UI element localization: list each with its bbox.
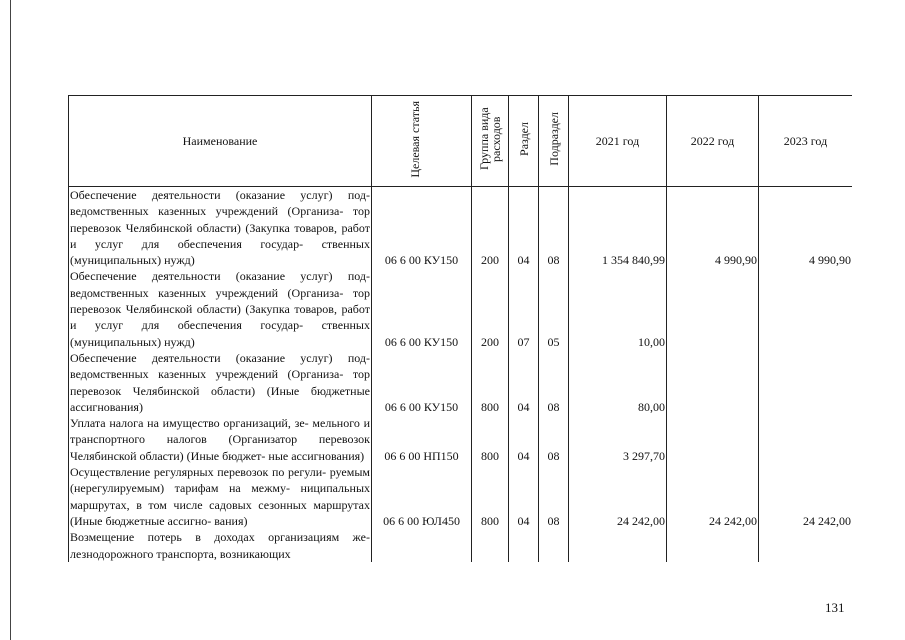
row-name-line: тор перевозок Челябинской области) (Закупка bbox=[70, 285, 371, 317]
row-name-line: Обеспечение деятельности (оказание услуг) под- bbox=[70, 188, 370, 202]
row-group: 200 bbox=[472, 187, 509, 269]
row-name-cell bbox=[69, 268, 372, 349]
row-name-line: ственных (муниципальных) нужд) bbox=[70, 318, 370, 349]
row-value-2021: 24 242,00 bbox=[569, 464, 667, 529]
row-section: 04 bbox=[509, 415, 539, 464]
row-name-cell bbox=[69, 415, 372, 464]
budget-table-wrapper bbox=[68, 95, 852, 592]
row-value-2022 bbox=[667, 415, 759, 464]
header-subsection-text: Подраздел bbox=[546, 112, 561, 166]
row-value-2023: 4 990,90 bbox=[759, 187, 853, 269]
row-name-line: лезнодорожного транспорта, возникающих bbox=[70, 546, 291, 561]
row-target-code: 06 6 00 ЮЛ450 bbox=[372, 464, 472, 529]
row-name-cell bbox=[69, 529, 372, 562]
scan-edge-line bbox=[10, 0, 11, 640]
row-name-line: Обеспечение деятельности (оказание услуг) под- bbox=[70, 350, 370, 365]
row-value-2023 bbox=[759, 268, 853, 349]
row-section bbox=[509, 529, 539, 562]
row-name-line: ные ассигнования) bbox=[268, 448, 365, 463]
row-target-code bbox=[372, 529, 472, 562]
table-body bbox=[69, 187, 853, 562]
row-subsection: 08 bbox=[539, 464, 569, 529]
row-value-2023 bbox=[759, 415, 853, 464]
table-row bbox=[69, 268, 853, 349]
row-section: 04 bbox=[509, 464, 539, 529]
row-name-line: Обеспечение деятельности (оказание услуг) под- bbox=[70, 269, 370, 284]
table-row bbox=[69, 187, 853, 269]
row-name-line: товаров, работ и услуг для обеспечения государ- bbox=[70, 220, 370, 251]
row-name-line: руемым (нерегулируемым) тарифам на межму- bbox=[70, 465, 370, 496]
row-value-2022 bbox=[667, 529, 759, 562]
header-target-text: Целевая статья bbox=[407, 100, 422, 178]
row-name-line: ведомственных казенных учреждений (Организа- bbox=[70, 285, 344, 300]
row-value-2021: 80,00 bbox=[569, 350, 667, 415]
header-2021 bbox=[569, 96, 667, 187]
header-section-text: Раздел bbox=[516, 122, 531, 156]
row-value-2021 bbox=[569, 529, 667, 562]
header-group-text: Группа вида расходов bbox=[477, 107, 503, 171]
budget-table bbox=[68, 95, 852, 562]
row-name-line: тор перевозок Челябинской области) (Иные bbox=[70, 367, 371, 398]
row-subsection: 08 bbox=[539, 187, 569, 269]
row-target-code: 06 6 00 НП150 bbox=[372, 415, 472, 464]
row-name-line: Уплата налога на имущество организаций, зе- bbox=[70, 416, 309, 431]
row-value-2021: 1 354 840,99 bbox=[569, 187, 667, 269]
row-value-2021: 3 297,70 bbox=[569, 415, 667, 464]
row-name-line: Возмещение потерь в доходах организациям же- bbox=[70, 530, 370, 545]
row-value-2022 bbox=[667, 268, 759, 349]
header-name bbox=[69, 96, 372, 187]
row-value-2022: 24 242,00 bbox=[667, 464, 759, 529]
header-2023 bbox=[759, 96, 853, 187]
row-name-cell bbox=[69, 464, 372, 529]
row-value-2023: 24 242,00 bbox=[759, 464, 853, 529]
row-name-line: вания) bbox=[214, 513, 248, 528]
header-group bbox=[472, 96, 509, 187]
row-value-2022 bbox=[667, 350, 759, 415]
row-target-code: 06 6 00 КУ150 bbox=[372, 350, 472, 415]
row-section: 07 bbox=[509, 268, 539, 349]
row-target-code: 06 6 00 КУ150 bbox=[372, 268, 472, 349]
row-value-2021: 10,00 bbox=[569, 268, 667, 349]
header-target bbox=[372, 96, 472, 187]
row-name-line: мельного и транспортного налогов (Организатор bbox=[70, 416, 370, 447]
row-name-line: ниципальных маршрутах, в том числе садовых bbox=[70, 481, 371, 512]
table-row bbox=[69, 415, 853, 464]
row-group: 800 bbox=[472, 350, 509, 415]
row-group: 800 bbox=[472, 464, 509, 529]
row-value-2023 bbox=[759, 350, 853, 415]
row-name-line: сезонных маршрутах (Иные бюджетные ассигно- bbox=[70, 497, 370, 528]
row-name-line: товаров, работ и услуг для обеспечения государ- bbox=[70, 302, 370, 333]
page-number: 131 bbox=[825, 600, 845, 615]
row-group bbox=[472, 529, 509, 562]
row-subsection bbox=[539, 529, 569, 562]
row-value-2022: 4 990,90 bbox=[667, 187, 759, 269]
header-2022 bbox=[667, 96, 759, 187]
row-value-2023 bbox=[759, 529, 853, 562]
table-row bbox=[69, 529, 853, 562]
header-subsection bbox=[539, 96, 569, 187]
header-2022-text: 2022 год bbox=[690, 133, 735, 148]
row-name-line: тор перевозок Челябинской области) (Закупка bbox=[70, 204, 371, 235]
row-name-line: ведомственных казенных учреждений (Организа- bbox=[70, 204, 344, 219]
header-2023-text: 2023 год bbox=[783, 133, 828, 148]
row-name-cell bbox=[69, 350, 372, 415]
row-name-line: ственных (муниципальных) нужд) bbox=[70, 236, 370, 268]
header-section bbox=[509, 96, 539, 187]
row-name-line: бюджетные ассигнования) bbox=[70, 383, 370, 414]
row-subsection: 05 bbox=[539, 268, 569, 349]
row-name-line: перевозок Челябинской области) (Иные бюджет- bbox=[70, 432, 371, 463]
header-2021-text: 2021 год bbox=[595, 133, 640, 148]
row-group: 800 bbox=[472, 415, 509, 464]
row-subsection: 08 bbox=[539, 350, 569, 415]
table-row bbox=[69, 464, 853, 529]
row-name-cell bbox=[69, 187, 372, 269]
row-name-line: ведомственных казенных учреждений (Организа- bbox=[70, 367, 344, 382]
row-target-code: 06 6 00 КУ150 bbox=[372, 187, 472, 269]
row-subsection: 08 bbox=[539, 415, 569, 464]
table-row bbox=[69, 350, 853, 415]
row-name-line: Осуществление регулярных перевозок по регули- bbox=[70, 465, 327, 480]
row-section: 04 bbox=[509, 350, 539, 415]
row-group: 200 bbox=[472, 268, 509, 349]
row-section: 04 bbox=[509, 187, 539, 269]
header-row bbox=[69, 96, 853, 187]
header-name-text: Наименование bbox=[182, 133, 258, 148]
